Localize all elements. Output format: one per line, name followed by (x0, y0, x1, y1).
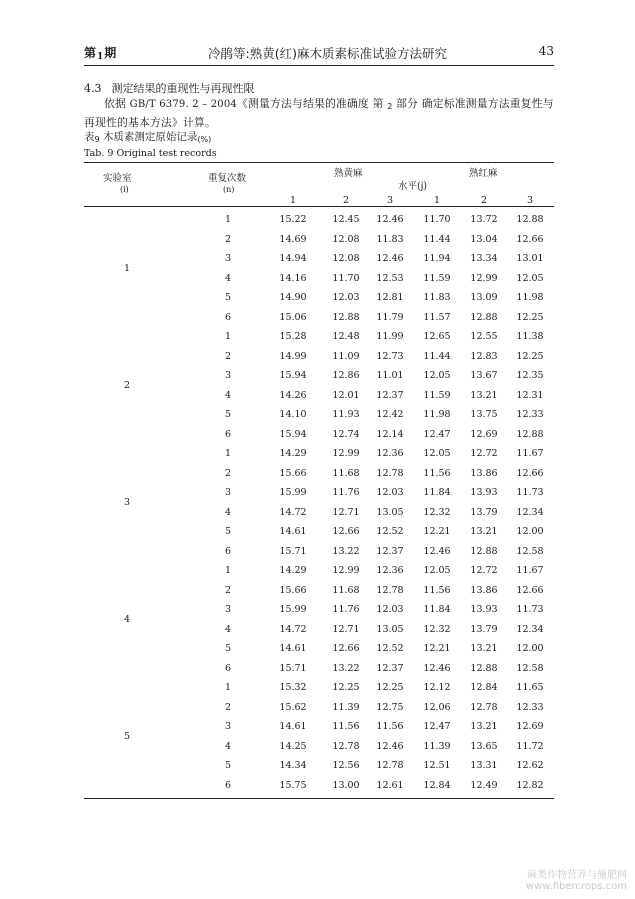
table-cell: 11.70 (423, 214, 451, 225)
table-cell: 12.56 (332, 760, 360, 771)
table-cell: 14.29 (279, 448, 307, 459)
col-header-repeat: 重复次数 (208, 173, 247, 184)
table-cell: 12.66 (332, 643, 360, 654)
table-cell: 12.36 (376, 565, 404, 576)
table-cell: 13.34 (470, 253, 498, 264)
lab-label: 5 (123, 730, 131, 742)
level-number: 2 (342, 195, 350, 206)
table-cell: 13.22 (332, 662, 360, 674)
table-cell: 14.29 (279, 565, 307, 576)
table-cell: 13.21 (470, 643, 498, 654)
table-cell: 12.88 (470, 662, 498, 674)
table-cell: 12.55 (470, 331, 498, 342)
repeat-number: 6 (224, 545, 232, 557)
repeat-number: 3 (224, 721, 232, 732)
level-number: 3 (386, 195, 394, 206)
table-cell: 12.00 (516, 643, 544, 654)
table-cell: 12.12 (423, 682, 451, 693)
table-header-rule (84, 206, 554, 207)
table-cell: 12.49 (470, 779, 498, 791)
table-cell: 11.09 (332, 350, 360, 362)
table-cell: 13.79 (470, 623, 498, 635)
table-cell: 11.67 (516, 448, 544, 459)
repeat-number: 2 (224, 701, 232, 713)
table-cell: 12.62 (516, 760, 544, 771)
repeat-number: 5 (224, 292, 232, 303)
table-cell: 11.98 (423, 409, 451, 420)
table-cell: 13.09 (470, 292, 498, 303)
table-cell: 11.65 (516, 682, 544, 693)
table-cell: 13.22 (332, 545, 360, 557)
repeat-number: 5 (224, 409, 232, 420)
table-cell: 12.47 (423, 428, 451, 440)
table-cell: 11.39 (332, 701, 360, 713)
table-cell: 13.01 (516, 253, 544, 264)
table-cell: 12.34 (516, 623, 544, 635)
table-caption-en: Tab. 9 Original test records (84, 148, 217, 159)
table-cell: 13.05 (376, 623, 404, 635)
table-caption: 表$_9$ 木质素测定原始记录$_{(\%)}$ (84, 131, 212, 144)
table-cell: 11.57 (423, 311, 451, 323)
watermark (526, 866, 627, 892)
table-cell: 11.93 (332, 409, 360, 420)
table-cell: 12.88 (516, 428, 544, 440)
lab-label: 2 (123, 379, 131, 391)
table-cell: 12.00 (516, 526, 544, 537)
table-cell: 12.69 (516, 721, 544, 732)
table-cell: 14.61 (279, 526, 307, 537)
table-cell: 12.66 (516, 467, 544, 479)
table-cell: 12.46 (376, 253, 404, 264)
table-cell: 12.99 (470, 272, 498, 284)
running-title: 冷鹃等:熟黄(红)麻木质素标准试验方法研究 (208, 46, 447, 61)
watermark-line2: www.fibercrops.com (525, 881, 627, 892)
repeat-number: 1 (224, 331, 232, 342)
table-cell: 12.46 (423, 545, 451, 557)
table-cell: 12.01 (332, 389, 360, 401)
body-paragraph: 依据 GB/T 6379. 2 – 2004《测量方法与结果的准确度 第 $_2$ 部分 确定标准测量方法重复性与再现性的基本方法》计算。 (84, 97, 554, 129)
repeat-number: 5 (224, 643, 232, 654)
table-cell: 15.99 (279, 604, 307, 615)
table-cell: 12.33 (516, 701, 544, 713)
repeat-number: 4 (224, 740, 232, 752)
table-cell: 11.84 (423, 604, 451, 615)
table-cell: 15.66 (279, 584, 307, 596)
table-cell: 12.78 (376, 760, 404, 771)
table-cell: 12.35 (516, 370, 544, 381)
table-cell: 15.66 (279, 467, 307, 479)
table-cell: 12.58 (516, 662, 544, 674)
table-cell: 12.51 (423, 760, 451, 771)
table-cell: 12.32 (423, 506, 451, 518)
table-cell: 15.22 (279, 214, 307, 225)
table-cell: 13.21 (470, 389, 498, 401)
table-cell: 11.76 (332, 487, 360, 498)
table-cell: 13.21 (470, 721, 498, 732)
table-cell: 12.08 (332, 253, 360, 264)
table-cell: 12.88 (470, 311, 498, 323)
table-cell: 12.84 (423, 779, 451, 791)
table-cell: 13.79 (470, 506, 498, 518)
table-cell: 12.25 (516, 311, 544, 323)
table-cell: 11.56 (332, 721, 360, 732)
col-header-lab-symbol: (i) (120, 185, 129, 194)
table-cell: 12.46 (423, 662, 451, 674)
table-cell: 12.37 (376, 389, 404, 401)
table-cell: 12.46 (376, 214, 404, 225)
table-cell: 12.84 (470, 682, 498, 693)
table-cell: 13.65 (470, 740, 498, 752)
table-cell: 12.48 (332, 331, 360, 342)
table-cell: 12.33 (516, 409, 544, 420)
table-cell: 12.05 (516, 272, 544, 284)
table-cell: 15.06 (279, 311, 307, 323)
table-cell: 12.31 (516, 389, 544, 401)
table-cell: 11.56 (423, 584, 451, 596)
table-cell: 12.06 (423, 701, 451, 713)
table-cell: 12.37 (376, 545, 404, 557)
table-cell: 12.75 (376, 701, 404, 713)
watermark-line1: 麻类作物营养与施肥网 (527, 870, 627, 881)
table-cell: 11.44 (423, 350, 451, 362)
repeat-number: 6 (224, 311, 232, 323)
table-cell: 12.74 (332, 428, 360, 440)
lab-label: 1 (123, 262, 131, 274)
table-cell: 11.94 (423, 253, 451, 264)
repeat-number: 2 (224, 350, 232, 362)
table-cell: 13.93 (470, 604, 498, 615)
table-cell: 12.34 (516, 506, 544, 518)
table-cell: 12.05 (423, 565, 451, 576)
table-cell: 12.25 (516, 350, 544, 362)
table-cell: 12.36 (376, 448, 404, 459)
running-header (84, 44, 554, 66)
table-cell: 11.76 (332, 604, 360, 615)
table-cell: 12.03 (332, 292, 360, 303)
table-cell: 11.38 (516, 331, 544, 342)
table-cell: 14.90 (279, 292, 307, 303)
table-cell: 15.71 (279, 662, 307, 674)
table-cell: 12.71 (332, 506, 360, 518)
table-cell: 11.68 (332, 584, 360, 596)
repeat-number: 3 (224, 253, 232, 264)
table-cell: 13.00 (332, 779, 360, 791)
table-cell: 12.45 (332, 214, 360, 225)
table-cell: 15.71 (279, 545, 307, 557)
table-cell: 11.59 (423, 272, 451, 284)
table-cell: 12.21 (423, 526, 451, 537)
page-number: 43 (538, 44, 554, 58)
table-cell: 11.73 (516, 604, 544, 615)
table-cell: 12.88 (332, 311, 360, 323)
section-title: 测定结果的重现性与再现性限 (111, 82, 255, 95)
group-header-red: 熟红麻 (469, 168, 498, 179)
level-number: 1 (433, 195, 441, 206)
level-number: 1 (289, 195, 297, 206)
repeat-number: 3 (224, 604, 232, 615)
table-cell: 12.65 (423, 331, 451, 342)
table-cell: 11.01 (376, 370, 404, 381)
repeat-number: 1 (224, 214, 232, 225)
table-cell: 12.78 (376, 584, 404, 596)
table-cell: 12.47 (423, 721, 451, 732)
table-cell: 12.58 (516, 545, 544, 557)
repeat-number: 4 (224, 623, 232, 635)
repeat-number: 3 (224, 487, 232, 498)
table-cell: 15.28 (279, 331, 307, 342)
table-cell: 12.14 (376, 428, 404, 440)
table-cell: 12.52 (376, 526, 404, 537)
table-cell: 12.25 (332, 682, 360, 693)
table-cell: 12.78 (470, 701, 498, 713)
table-cell: 13.67 (470, 370, 498, 381)
section-number: 4.3 (84, 82, 102, 95)
repeat-number: 2 (224, 233, 232, 245)
table-cell: 12.99 (332, 448, 360, 459)
table-cell: 12.66 (516, 584, 544, 596)
table-cell: 12.03 (376, 487, 404, 498)
table-cell: 12.32 (423, 623, 451, 635)
table-cell: 12.05 (423, 370, 451, 381)
repeat-number: 2 (224, 467, 232, 479)
table-cell: 13.21 (470, 526, 498, 537)
repeat-number: 5 (224, 526, 232, 537)
table-cell: 12.99 (332, 565, 360, 576)
table-cell: 15.75 (279, 779, 307, 791)
table-cell: 11.56 (423, 467, 451, 479)
table-cell: 15.94 (279, 370, 307, 381)
table-cell: 11.59 (423, 389, 451, 401)
group-header-yellow: 熟黄麻 (334, 168, 363, 179)
table-cell: 14.94 (279, 253, 307, 264)
level-label: 水平(j) (398, 181, 428, 192)
table-cell: 11.72 (516, 740, 544, 752)
table-cell: 11.68 (332, 467, 360, 479)
table-cell: 13.31 (470, 760, 498, 771)
table-cell: 12.08 (332, 233, 360, 245)
table-cell: 14.72 (279, 506, 307, 518)
table-cell: 14.72 (279, 623, 307, 635)
col-header-repeat-symbol: (n) (223, 185, 235, 194)
table-cell: 12.37 (376, 662, 404, 674)
table-cell: 14.34 (279, 760, 307, 771)
table-cell: 14.69 (279, 233, 307, 245)
table-cell: 15.62 (279, 701, 307, 713)
table-cell: 12.78 (332, 740, 360, 752)
table-cell: 14.26 (279, 389, 307, 401)
table-cell: 12.42 (376, 409, 404, 420)
repeat-number: 6 (224, 662, 232, 674)
table-cell: 11.56 (376, 721, 404, 732)
table-cell: 12.82 (516, 779, 544, 791)
repeat-number: 6 (224, 428, 232, 440)
table-cell: 14.10 (279, 409, 307, 420)
table-cell: 12.81 (376, 292, 404, 303)
table-cell: 11.67 (516, 565, 544, 576)
table-cell: 12.25 (376, 682, 404, 693)
table-cell: 12.78 (376, 467, 404, 479)
repeat-number: 6 (224, 779, 232, 791)
table-cell: 15.99 (279, 487, 307, 498)
repeat-number: 1 (224, 682, 232, 693)
table-cell: 12.21 (423, 643, 451, 654)
table-cell: 11.99 (376, 331, 404, 342)
table-cell: 11.98 (516, 292, 544, 303)
table-cell: 13.86 (470, 467, 498, 479)
level-number: 2 (480, 195, 488, 206)
lab-label: 3 (123, 496, 131, 508)
table-cell: 12.86 (332, 370, 360, 381)
table-cell: 13.86 (470, 584, 498, 596)
section-heading (84, 80, 255, 96)
table-cell: 12.69 (470, 428, 498, 440)
table-cell: 14.61 (279, 643, 307, 654)
table-cell: 12.88 (516, 214, 544, 225)
table-cell: 12.83 (470, 350, 498, 362)
repeat-number: 1 (224, 565, 232, 576)
table-cell: 13.04 (470, 233, 498, 245)
table-cell: 12.88 (470, 545, 498, 557)
table-cell: 15.32 (279, 682, 307, 693)
standard-reference: GB/T 6379. 2 – 2004 (129, 99, 237, 110)
table-cell: 12.61 (376, 779, 404, 791)
table-cell: 14.25 (279, 740, 307, 752)
table-cell: 12.52 (376, 643, 404, 654)
table-cell: 12.72 (470, 448, 498, 459)
repeat-number: 1 (224, 448, 232, 459)
table-cell: 12.03 (376, 604, 404, 615)
table-cell: 12.53 (376, 272, 404, 284)
repeat-number: 4 (224, 272, 232, 284)
repeat-number: 3 (224, 370, 232, 381)
table-cell: 11.70 (332, 272, 360, 284)
table-cell: 12.66 (516, 233, 544, 245)
table-cell: 12.46 (376, 740, 404, 752)
header-rule (84, 65, 554, 66)
table-cell: 13.75 (470, 409, 498, 420)
lab-label: 4 (123, 613, 131, 625)
table-cell: 13.72 (470, 214, 498, 225)
table-cell: 12.72 (470, 565, 498, 576)
table-top-rule (84, 162, 554, 163)
table-cell: 11.44 (423, 233, 451, 245)
table-cell: 11.79 (376, 311, 404, 323)
table-cell: 14.99 (279, 350, 307, 362)
table-bottom-rule (84, 798, 554, 799)
table-cell: 12.05 (423, 448, 451, 459)
table-cell: 13.05 (376, 506, 404, 518)
table-cell: 14.16 (279, 272, 307, 284)
table-cell: 11.73 (516, 487, 544, 498)
repeat-number: 5 (224, 760, 232, 771)
table-cell: 12.73 (376, 350, 404, 362)
col-header-lab: 实验室 (103, 173, 132, 184)
table-cell: 14.61 (279, 721, 307, 732)
table-cell: 13.93 (470, 487, 498, 498)
table-cell: 11.83 (423, 292, 451, 303)
repeat-number: 4 (224, 506, 232, 518)
table-cell: 15.94 (279, 428, 307, 440)
issue-number: 第$_1$期 (84, 46, 117, 62)
level-number: 3 (526, 195, 534, 206)
table-cell: 11.39 (423, 740, 451, 752)
repeat-number: 4 (224, 389, 232, 401)
table-cell: 11.83 (376, 233, 404, 245)
table-cell: 11.84 (423, 487, 451, 498)
table-cell: 12.71 (332, 623, 360, 635)
repeat-number: 2 (224, 584, 232, 596)
table-cell: 12.66 (332, 526, 360, 537)
